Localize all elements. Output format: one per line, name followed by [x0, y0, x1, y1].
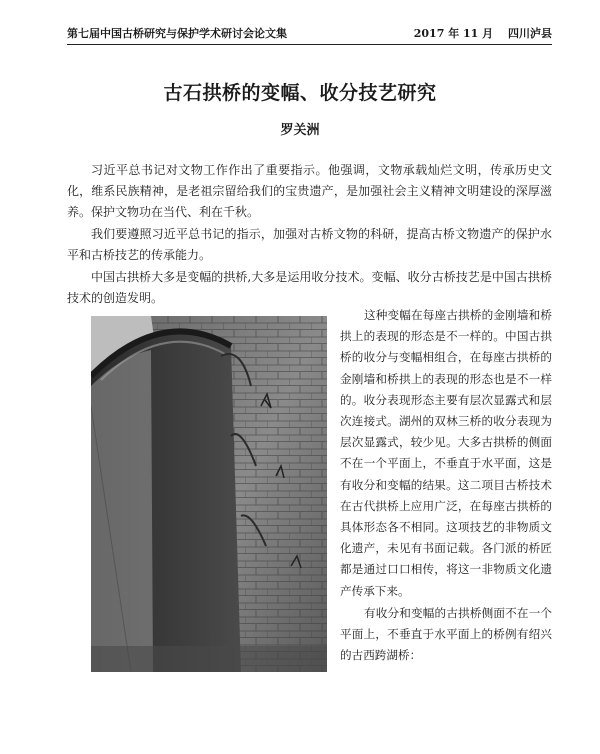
header-proceedings-title: 第七届中国古桥研究与保护学术研讨会论文集: [67, 27, 287, 40]
paper-author: 罗关洲: [280, 123, 320, 138]
paragraph: 这种变幅在每座古拱桥的金刚墙和桥拱上的表现的形态是不一样的。中国古拱桥的收分与变幅相组合，在每座古拱桥的金刚墙和桥拱上的表现的形态也是不一样的。收分表现形态主要有层次显露式和层次连接式。湖州的双林三桥的收分表现为层次显露式，较少见。大多古拱桥的侧面不在一个平面上，不垂直于水平面，这是有收分和变幅的结果。这二项目古桥技术在古代拱桥上应用广泛，在每座古拱桥的具体形态各不相同。这项技艺的非物质文化遗产，未见有书面记载。各门派的桥匠都是通过口口相传，将这一非物质文化遗产传承下来。: [340, 308, 552, 598]
stone-arch-bridge-photo: [91, 316, 327, 672]
header-rule: [67, 44, 552, 45]
running-header: [67, 26, 552, 42]
paragraph: 我们要遵照习近平总书记的指示，加强对古桥文物的科研，提高古桥文物遗产的保护水平和古桥技艺的传承能力。: [67, 227, 552, 262]
intro-text: [67, 160, 552, 310]
paragraph: 习近平总书记对文物工作作出了重要指示。他强调，文物承载灿烂文明，传承历史文化，维系民族精神，是老祖宗留给我们的宝贵遗产，是加强社会主义精神文明建设的深厚滋养。保护文物功在当代、利在千秋。: [67, 163, 552, 219]
header-date-location: 2017 年 11 月 四川泸县: [413, 27, 552, 40]
paper-title: 古石拱桥的变幅、收分技艺研究: [163, 82, 437, 104]
paragraph: 有收分和变幅的古拱桥侧面不在一个平面上，不垂直于水平面上的桥例有绍兴的古西跨湖桥：: [340, 605, 552, 663]
right-column-text: [340, 305, 552, 667]
paragraph: 中国古拱桥大多是变幅的拱桥,大多是运用收分技术。变幅、收分古桥技艺是中国古拱桥技术的创造发明。: [67, 270, 552, 305]
